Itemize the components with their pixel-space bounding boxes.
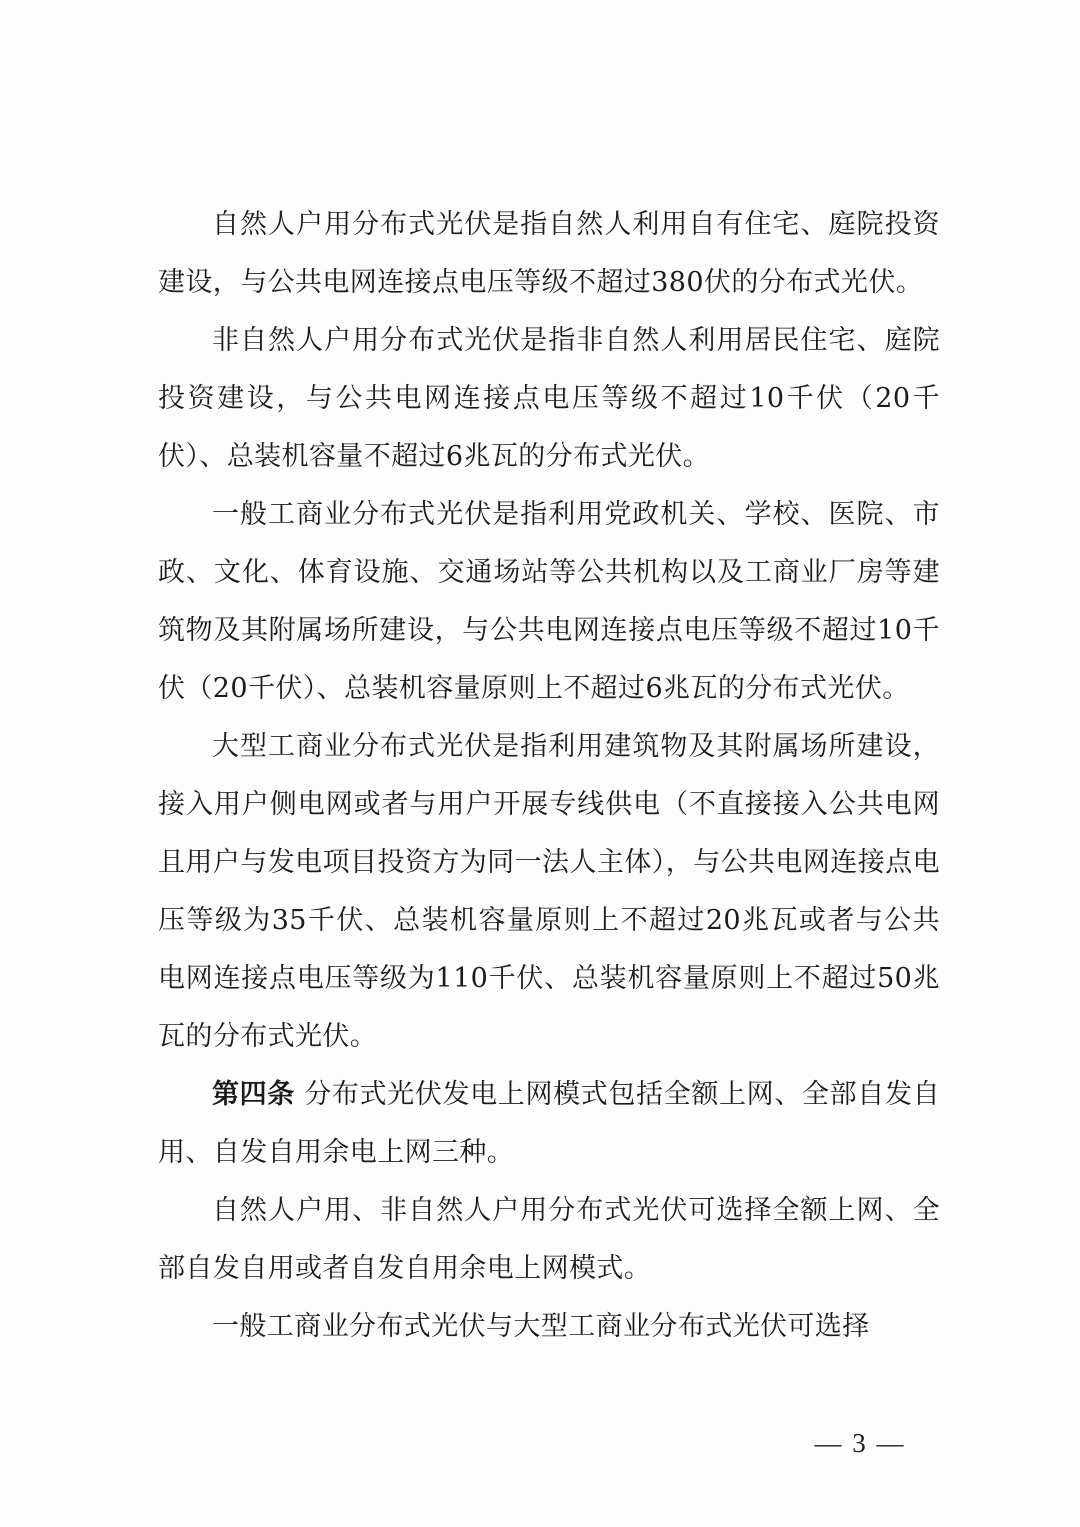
paragraph-text: 一般工商业分布式光伏是指利用党政机关、学校、医院、市政、文化、体育设施、交通场站等公共机构以及工商业厂房等建筑物及其附属场所建设，与公共电网连接点电压等级不超过10千伏（20千伏）、总装机容量原则上不超过6兆瓦的分布式光伏。 — [158, 499, 940, 704]
document-body — [158, 196, 940, 1356]
paragraph-residential-natural-person — [158, 196, 940, 312]
paragraph-residential-modes — [158, 1182, 940, 1298]
paragraph-text: 自然人户用、非自然人户用分布式光伏可选择全额上网、全部自发自用或者自发自用余电上网模式。 — [158, 1195, 940, 1284]
paragraph-text: 非自然人户用分布式光伏是指非自然人利用居民住宅、庭院投资建设，与公共电网连接点电压等级不超过10千伏（20千伏）、总装机容量不超过6兆瓦的分布式光伏。 — [158, 325, 940, 472]
paragraph-text: 大型工商业分布式光伏是指利用建筑物及其附属场所建设，接入用户侧电网或者与用户开展专线供电（不直接接入公共电网且用户与发电项目投资方为同一法人主体），与公共电网连接点电压等级为35千伏、总装机容量原则上不超过20兆瓦或者与公共电网连接点电压等级为110千伏、总装机容量原则上不超过50兆瓦的分布式光伏。 — [158, 731, 940, 1052]
paragraph-large-commercial — [158, 718, 940, 1066]
paragraph-general-commercial — [158, 486, 940, 718]
paragraph-residential-non-natural-person — [158, 312, 940, 486]
paragraph-commercial-modes — [158, 1298, 940, 1356]
page-number: — 3 — — [814, 1428, 906, 1458]
paragraph-text: 自然人户用分布式光伏是指自然人利用自有住宅、庭院投资建设，与公共电网连接点电压等级不超过380伏的分布式光伏。 — [158, 209, 940, 298]
paragraph-article-four — [158, 1066, 940, 1182]
article-heading: 第四条 — [212, 1079, 295, 1110]
paragraph-text: 一般工商业分布式光伏与大型工商业分布式光伏可选择 — [212, 1311, 870, 1342]
paragraph-text: 分布式光伏发电上网模式包括全额上网、全部自发自用、自发自用余电上网三种。 — [158, 1079, 940, 1168]
